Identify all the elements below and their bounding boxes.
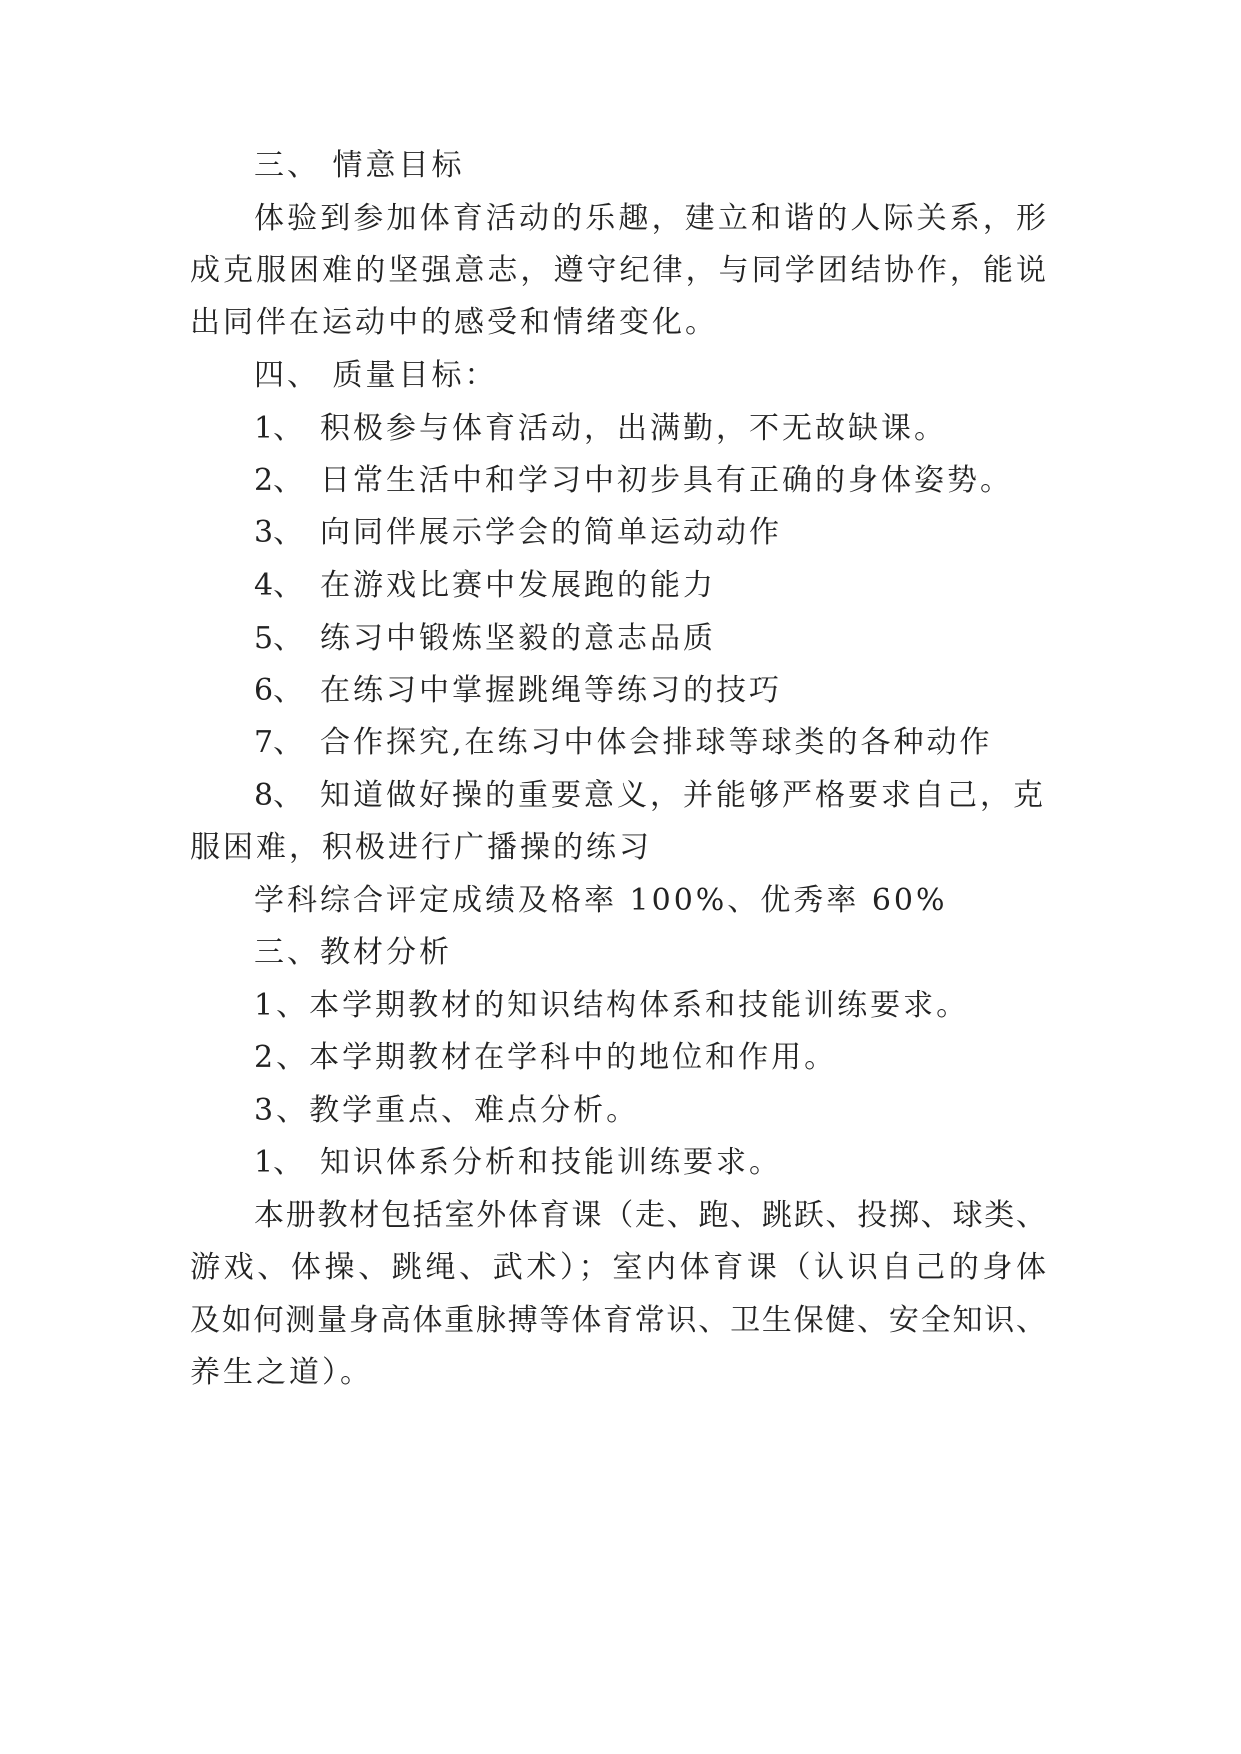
grade-line: 学科综合评定成绩及格率 100%、优秀率 60%: [254, 883, 948, 918]
quality-item-text: 向同伴展示学会的简单运动动作: [320, 515, 782, 550]
content-para-line-3: 及如何测量身高体重脉搏等体育常识、卫生保健、安全知识、: [190, 1303, 1046, 1338]
quality-item-number: 5、: [254, 621, 304, 656]
quality-item-text: 积极参与体育活动，出满勤，不无故缺课。: [320, 411, 947, 446]
content-para-line-1: 本册教材包括室外体育课（走、跑、跳跃、投掷、球类、: [254, 1198, 1046, 1233]
quality-item-number: 2、: [254, 463, 304, 498]
content-para-line-2: 游戏、体操、跳绳、武术）；室内体育课（认识自己的身体: [190, 1250, 1046, 1285]
quality-item-text: 知道做好操的重要意义，并能够严格要求自己，克: [320, 778, 1046, 813]
quality-item: [254, 513, 782, 553]
affective-heading: 三、 情意目标: [254, 148, 465, 183]
quality-item: [254, 776, 1046, 816]
quality-item: [254, 671, 782, 711]
knowledge-item-number: 1、: [254, 1145, 304, 1180]
quality-item-number: 4、: [254, 568, 304, 603]
quality-item: [254, 566, 716, 606]
analysis-item: 2、本学期教材在学科中的地位和作用。: [254, 1040, 838, 1075]
quality-item-text: 在练习中掌握跳绳等练习的技巧: [320, 673, 782, 708]
quality-item: [254, 461, 1013, 501]
knowledge-item-text: 知识体系分析和技能训练要求。: [320, 1145, 782, 1180]
quality-item-text: 日常生活中和学习中初步具有正确的身体姿势。: [320, 463, 1013, 498]
analysis-item: 3、教学重点、难点分析。: [254, 1093, 640, 1128]
quality-item-number: 7、: [254, 725, 304, 760]
affective-para-line-1: 体验到参加体育活动的乐趣，建立和谐的人际关系，形: [254, 201, 1046, 236]
content-para-line-4: 养生之道）。: [190, 1355, 373, 1390]
analysis-heading: 三、教材分析: [254, 935, 452, 970]
quality-item-8-continuation: 服困难，积极进行广播操的练习: [190, 830, 652, 865]
quality-heading: 四、 质量目标：: [254, 358, 498, 393]
quality-item: [254, 409, 947, 449]
quality-item-text: 练习中锻炼坚毅的意志品质: [320, 621, 716, 656]
quality-item-number: 6、: [254, 673, 304, 708]
quality-item-number: 3、: [254, 515, 304, 550]
quality-item: [254, 619, 716, 659]
analysis-item: 1、本学期教材的知识结构体系和技能训练要求。: [254, 988, 970, 1023]
quality-item-number: 1、: [254, 411, 304, 446]
quality-item-number: 8、: [254, 778, 304, 813]
affective-para-line-2: 成克服困难的坚强意志，遵守纪律，与同学团结协作，能说: [190, 253, 1046, 288]
quality-item: [254, 723, 993, 763]
knowledge-item: [254, 1143, 782, 1183]
quality-item-text: 合作探究,在练习中体会排球等球类的各种动作: [320, 725, 993, 760]
quality-item-text: 在游戏比赛中发展跑的能力: [320, 568, 716, 603]
affective-para-line-3: 出同伴在运动中的感受和情绪变化。: [190, 305, 718, 340]
